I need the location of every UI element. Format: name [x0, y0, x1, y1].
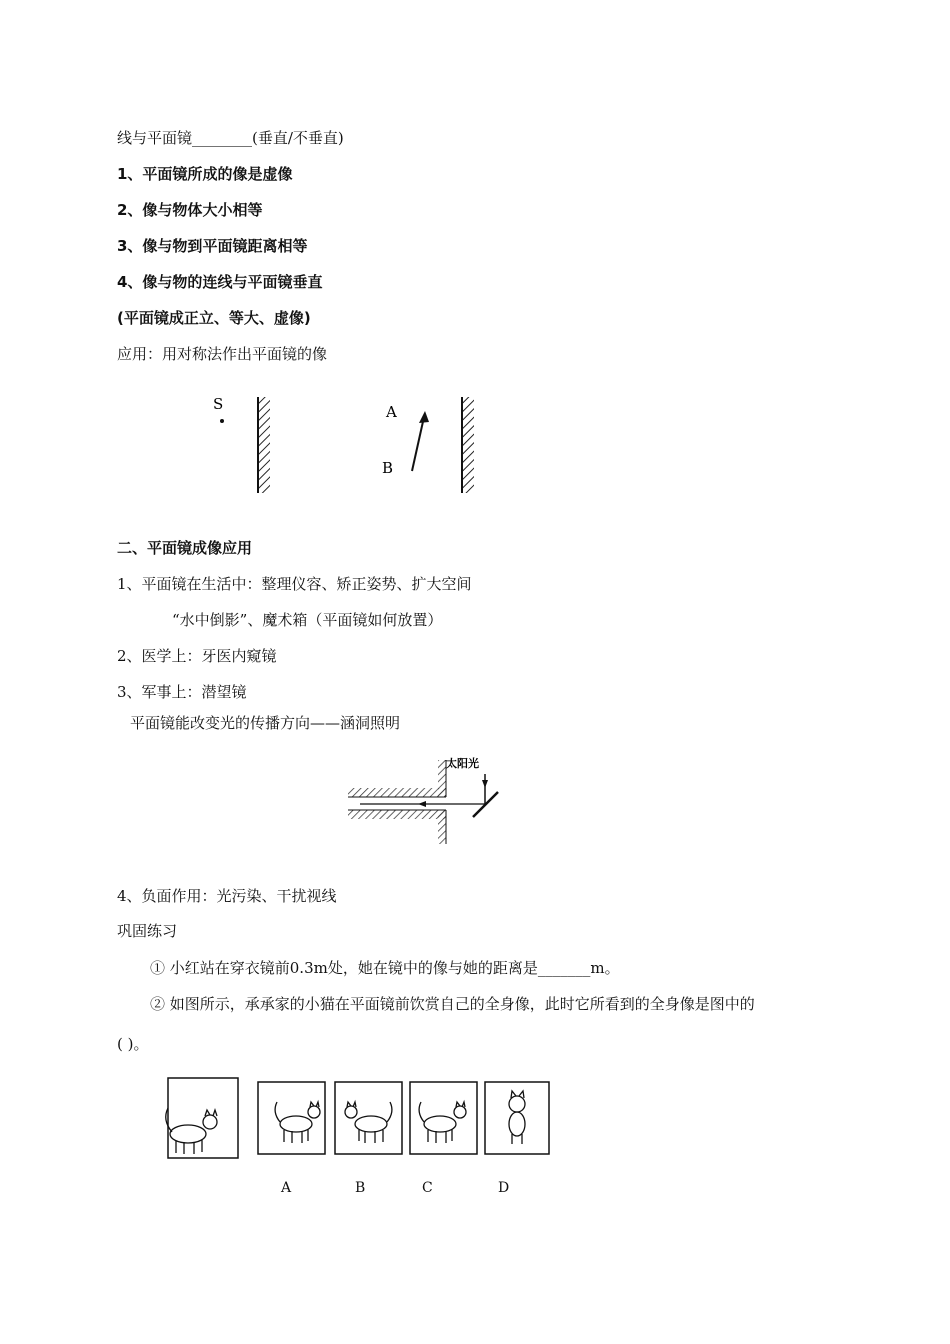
- section2-item1-sub: “水中倒影”、魔术箱（平面镜如何放置）: [172, 611, 443, 629]
- mirror-frame: [168, 1078, 238, 1158]
- section2-item3: 3、军事上：潜望镜: [117, 683, 247, 701]
- cat-original: [166, 1108, 217, 1154]
- cat-option-b: [345, 1102, 392, 1143]
- cat-options-figure: [158, 1074, 558, 1166]
- cat-option-a: [275, 1102, 320, 1143]
- property-1: 1、平面镜所成的像是虚像: [117, 165, 293, 183]
- right-mirror: [462, 397, 474, 493]
- option-d-label[interactable]: D: [498, 1180, 510, 1196]
- cat-option-c: [419, 1102, 466, 1143]
- question-2-paren: ( )。: [117, 1035, 149, 1053]
- practice-heading: 巩固练习: [117, 922, 178, 940]
- option-c-label[interactable]: C: [422, 1180, 433, 1196]
- lower-wall-horizontal: [348, 810, 446, 819]
- culvert-figure: [340, 752, 530, 847]
- upper-wall-vertical: [438, 760, 446, 797]
- property-summary: (平面镜成正立、等大、虚像): [117, 309, 311, 327]
- section2-item1: 1、平面镜在生活中：整理仪容、矫正姿势、扩大空间: [117, 575, 472, 593]
- label-a: A: [386, 403, 397, 421]
- arrow-ab: [412, 411, 429, 471]
- option-d-frame: [485, 1082, 549, 1154]
- sunlight-label: 太阳光: [446, 757, 479, 770]
- upper-wall-horizontal: [348, 788, 446, 797]
- section2-note: 平面镜能改变光的传播方向——涵洞照明: [130, 714, 401, 732]
- cat-option-d: [509, 1091, 525, 1144]
- property-3: 3、像与物到平面镜距离相等: [117, 237, 308, 255]
- application-line: 应用：用对称法作出平面镜的像: [117, 345, 328, 363]
- top-line: 线与平面镜________(垂直/不垂直): [117, 129, 344, 147]
- section2-item2: 2、医学上：牙医内窥镜: [117, 647, 277, 665]
- point-s: [220, 419, 224, 423]
- label-s: S: [213, 395, 224, 413]
- option-b-frame: [335, 1082, 402, 1154]
- property-4: 4、像与物的连线与平面镜垂直: [117, 273, 323, 291]
- question-2: ② 如图所示，承承家的小猫在平面镜前饮赏自己的全身像，此时它所看到的全身像是图中的: [150, 995, 755, 1013]
- question-1: ① 小红站在穿衣镜前0.3m处，她在镜中的像与她的距离是_______m。: [150, 959, 620, 977]
- option-a-label[interactable]: A: [281, 1180, 292, 1196]
- section2-item4: 4、负面作用：光污染、干扰视线: [117, 887, 337, 905]
- lower-wall-vertical: [438, 810, 446, 844]
- property-2: 2、像与物体大小相等: [117, 201, 263, 219]
- left-mirror: [258, 397, 270, 493]
- option-b-label[interactable]: B: [355, 1180, 366, 1196]
- section2-heading: 二、平面镜成像应用: [117, 539, 253, 557]
- option-c-frame: [410, 1082, 477, 1154]
- mirror-figure: [200, 385, 500, 500]
- label-b: B: [382, 459, 394, 477]
